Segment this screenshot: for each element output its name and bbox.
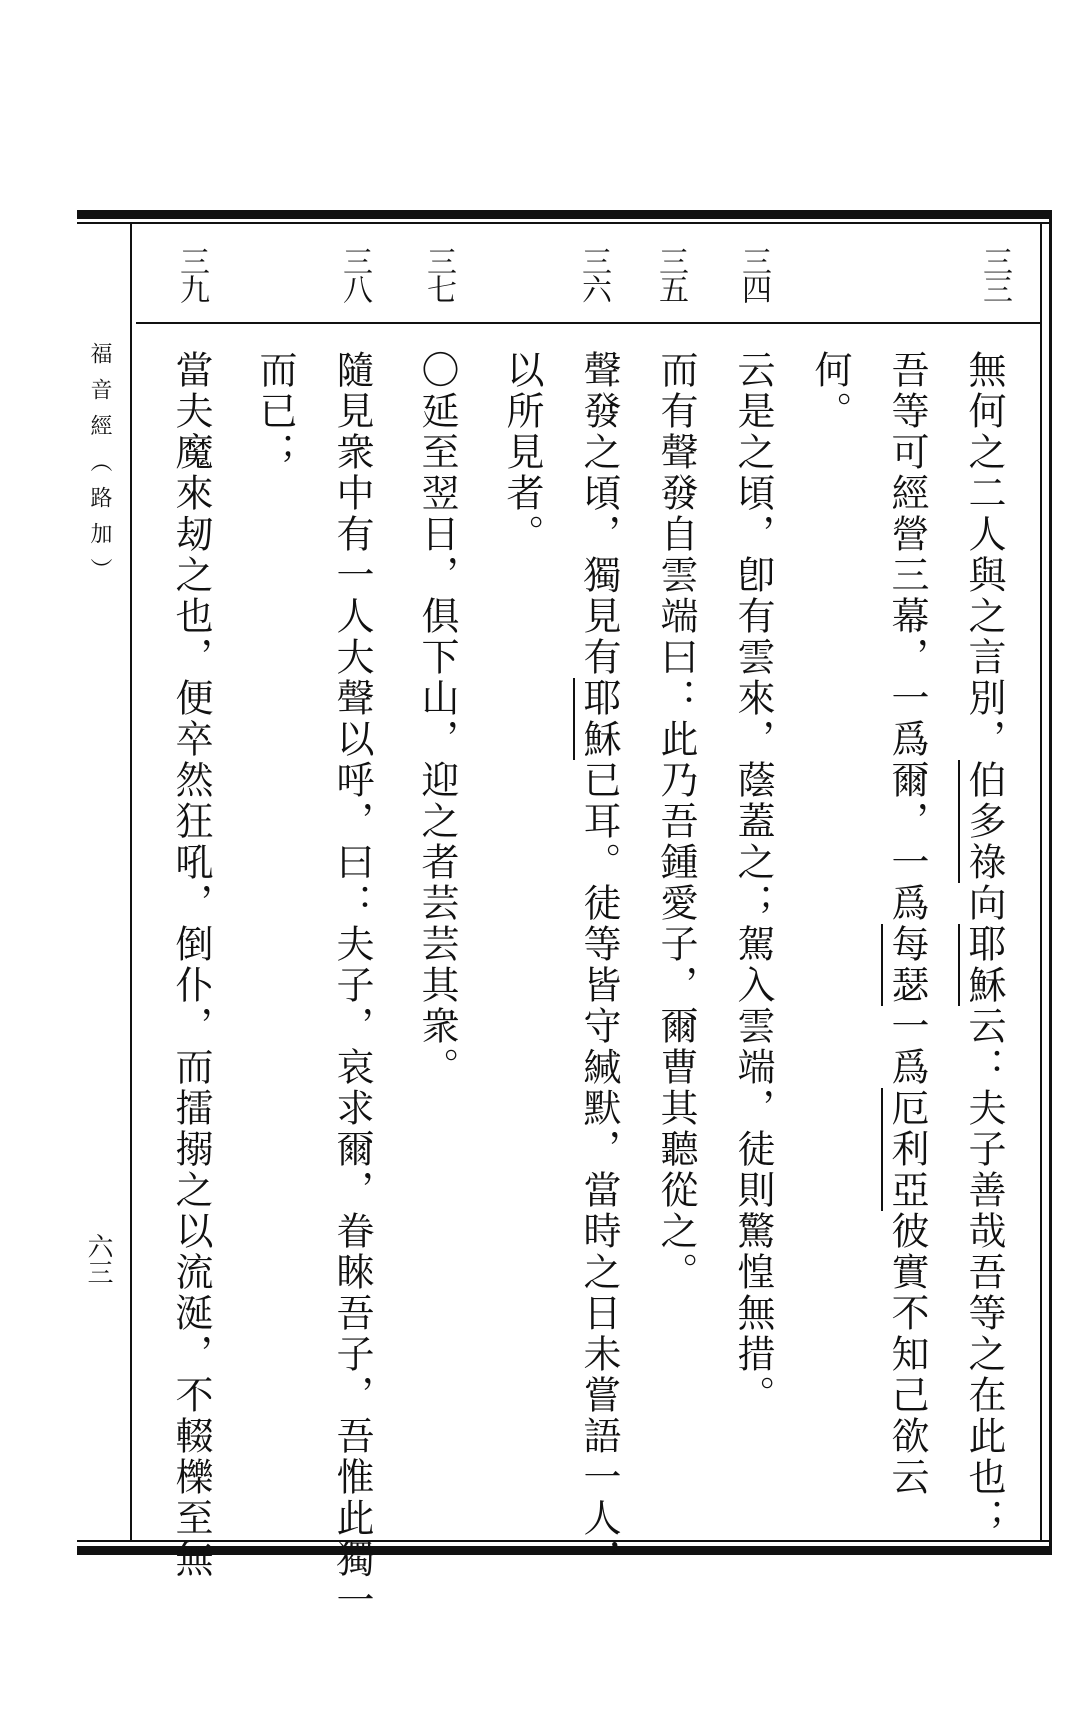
proper-name: 耶穌 [958, 924, 1006, 1006]
top-border [77, 210, 1051, 219]
bottom-border-thin [77, 1540, 1051, 1542]
text-column: 隨見衆中有一人大聲以呼，曰：夫子，哀求爾，眷睞吾子，吾惟此獨一 [330, 350, 374, 1621]
proper-name: 每瑟 [881, 924, 929, 1006]
text-column: 聲發之頃，獨見有耶穌已耳。徒等皆守緘默，當時之日未嘗語一人， [580, 350, 618, 1580]
bottom-border [77, 1546, 1051, 1555]
proper-name: 伯多祿 [958, 760, 1006, 883]
verse-number: 三七 [421, 246, 456, 302]
text-column: 何。 [808, 350, 852, 432]
text-column: 云是之頃，卽有雲來，蔭蓋之；駕入雲端，徒則驚惶無措。 [731, 350, 775, 1416]
running-title: 福音經（路加） [87, 342, 112, 594]
text-column: 而有聲發自雲端曰：此乃吾鍾愛子，爾曹其聽從之。 [654, 350, 698, 1293]
page-number: 六三 [83, 1233, 113, 1285]
text-column: 無何之二人與之言別，伯多祿向耶穌云：夫子善哉吾等之在此也； [965, 350, 1003, 1539]
verse-number: 三九 [174, 246, 209, 302]
right-frame-line [1049, 210, 1052, 1555]
inner-right-frame-line [1040, 224, 1042, 1542]
verse-number: 三八 [337, 246, 372, 302]
verse-number: 三五 [653, 246, 688, 302]
proper-name: 耶穌 [573, 678, 621, 760]
verse-number: 三三 [977, 246, 1012, 302]
verse-number-divider [136, 322, 1040, 324]
text-column: 以所見者。 [500, 350, 544, 555]
proper-name: 厄利亞 [881, 1088, 929, 1211]
top-border-thin [77, 222, 1051, 224]
text-column: 〇延至翌日，俱下山，迎之者芸芸其衆。 [415, 350, 459, 1088]
text-column: 而已； [253, 350, 297, 473]
verse-number: 三四 [736, 246, 771, 302]
text-column: 當夫魔來刼之也，便卒然狂吼，倒仆，而擂搦之以流涎，不輟櫟至無 [169, 350, 213, 1580]
left-frame-line [130, 224, 132, 1542]
verse-number: 三六 [576, 246, 611, 302]
text-column: 吾等可經營三幕，一爲爾，一爲每瑟一爲厄利亞彼實不知己欲云 [888, 350, 926, 1498]
